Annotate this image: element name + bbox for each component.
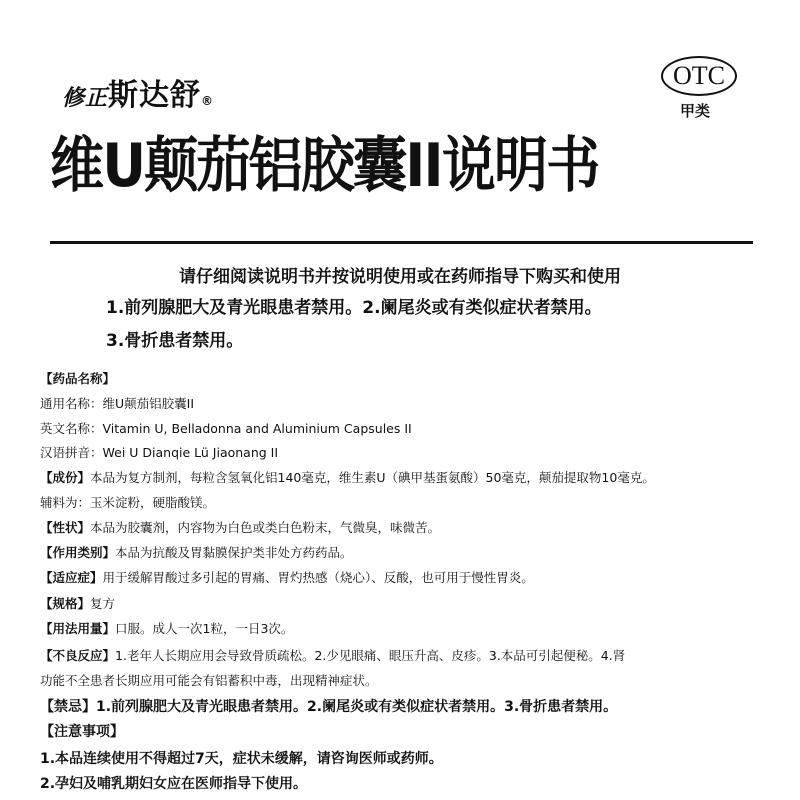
section-line <box>40 419 412 437</box>
section-text: 英文名称：Vitamin U, Belladonna and Aluminium Capsules II <box>40 421 412 436</box>
section-line <box>40 619 293 637</box>
section-line <box>40 394 194 412</box>
section-text: 2.孕妇及哺乳期妇女应在医师指导下使用。 <box>40 776 308 792</box>
section-line <box>40 568 534 586</box>
section-line <box>40 369 115 387</box>
section-text: 用于缓解胃酸过多引起的胃痛、胃灼热感（烧心）、反酸，也可用于慢性胃炎。 <box>102 570 534 585</box>
section-line <box>40 594 115 612</box>
section-text: 本品为复方制剂，每粒含氢氧化铝140毫克，维生素U（碘甲基蛋氨酸）50毫克，颠茄提取物10毫克。 <box>90 470 655 485</box>
section-text: 1.前列腺肥大及青光眼患者禁用。2.阑尾炎或有类似症状者禁用。3.骨折患者禁用。 <box>96 699 618 715</box>
section-text: 1.老年人长期应用会导致骨质疏松。2.少见眼痛、眼压升高、皮疹。3.本品可引起便秘。4.肾 <box>115 648 626 663</box>
section-line <box>40 443 278 461</box>
section-heading: 【用法用量】 <box>40 621 116 636</box>
section-line <box>40 543 353 561</box>
section-heading: 【不良反应】 <box>40 648 116 663</box>
section-heading: 【适应症】 <box>40 570 103 585</box>
logo-mark: 修正 <box>62 86 109 111</box>
section-heading: 【药品名称】 <box>40 371 116 386</box>
section-line <box>40 493 215 511</box>
section-line <box>40 468 655 486</box>
section-text: 功能不全患者长期应用可能会有铝蓄积中毒，出现精神症状。 <box>40 673 378 688</box>
section-heading: 【禁忌】 <box>40 699 96 715</box>
document-title: 维U颠茄铝胶囊II说明书 <box>50 131 599 201</box>
section-text: 辅料为：玉米淀粉，硬脂酸镁。 <box>40 495 216 510</box>
warning-line: 1.前列腺肥大及青光眼患者禁用。2.阑尾炎或有类似症状者禁用。 <box>106 298 602 318</box>
section-line <box>40 646 625 664</box>
otc-badge: OTC <box>661 56 737 96</box>
otc-class: 甲类 <box>680 102 711 120</box>
section-text: 口服。成人一次1粒，一日3次。 <box>115 621 294 636</box>
subtitle: 请仔细阅读说明书并按说明使用或在药师指导下购买和使用 <box>179 267 621 287</box>
warning-line: 3.骨折患者禁用。 <box>106 331 244 351</box>
section-text: 1.本品连续使用不得超过7天，症状未缓解，请咨询医师或药师。 <box>40 751 443 767</box>
section-heading: 【规格】 <box>40 596 91 611</box>
section-text: 汉语拼音：Wei U Dianqie Lü Jiaonang II <box>40 445 279 460</box>
brand-logo <box>62 70 214 114</box>
section-line <box>40 773 307 793</box>
title-divider <box>50 241 753 244</box>
section-heading: 【成份】 <box>40 470 91 485</box>
section-line <box>40 671 378 689</box>
section-text: 通用名称：维U颠茄铝胶囊II <box>40 396 195 411</box>
section-line <box>40 721 124 741</box>
registered-icon: ® <box>201 94 215 108</box>
section-line <box>40 748 443 768</box>
section-heading: 【注意事项】 <box>40 724 124 740</box>
section-text: 本品为抗酸及胃黏膜保护类非处方药药品。 <box>115 545 353 560</box>
logo-text: 斯达舒 <box>108 78 202 113</box>
section-text: 本品为胶囊剂，内容物为白色或类白色粉末，气微臭，味微苦。 <box>90 520 441 535</box>
section-heading: 【性状】 <box>40 520 91 535</box>
section-line <box>40 696 617 716</box>
section-text: 复方 <box>90 596 116 611</box>
section-line <box>40 518 440 536</box>
section-heading: 【作用类别】 <box>40 545 116 560</box>
